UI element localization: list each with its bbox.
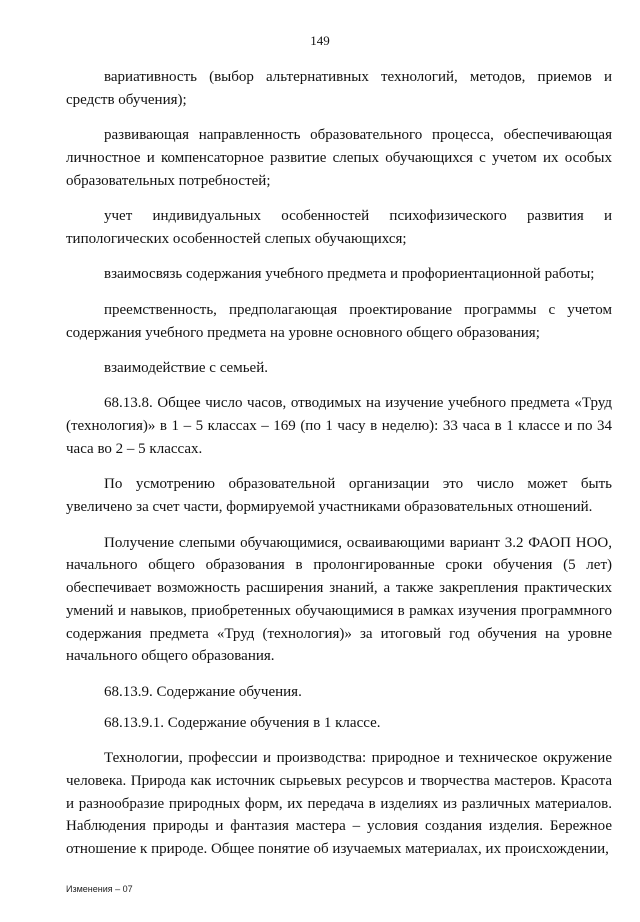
footer-revision-note: Изменения – 07	[66, 884, 133, 894]
section-heading-content: 68.13.9. Содержание обучения.	[104, 683, 302, 700]
paragraph-hours-increase: По усмотрению образовательной организации это число может быть увеличено за счет части, формируемой участниками образовательных отношений.	[66, 476, 612, 516]
paragraph-developing-orientation: развивающая направленность образовательного процесса, обеспечивающая личностное и компенсаторное развитие слепых обучающихся с учетом их особых образовательных потребностей;	[66, 127, 612, 189]
paragraph-continuity: преемственность, предполагающая проектирование программы с учетом содержания учебного предмета на уровне основного общего образования;	[66, 301, 612, 341]
document-body	[66, 66, 612, 874]
section-heading-first-grade: 68.13.9.1. Содержание обучения в 1 классе.	[104, 714, 381, 731]
paragraph-individual-features: учет индивидуальных особенностей психофизического развития и типологических особенностей слепых обучающихся;	[66, 208, 612, 247]
paragraph-prolonged-training: Получение слепыми обучающимися, осваивающими вариант 3.2 ФАОП НОО, начального общего образования в пролонгированные сроки обучения (5 лет) обеспечивает возможность расширения знаний, а также закрепления практических умений и навыков, приобретенных обучающимися в рамках изучения программного содержания предмета «Труд (технология)» за итоговый год обучения на уровне начального общего образования.	[66, 534, 612, 665]
paragraph-career-guidance: взаимосвязь содержания учебного предмета и профориентационной работы;	[104, 266, 595, 283]
paragraph-technologies-professions: Технологии, профессии и производства: природное и техническое окружение человека. Природа как источник сырьевых ресурсов и творчества мастеров. Красота и разнообразие природных форм, их передача в изделиях из различных материалов. Наблюдения природы и фантазия мастера – условия создания изделия. Бережное отношение к природе. Общее понятие об изучаемых материалах, их происхождении,	[66, 750, 612, 858]
paragraph-total-hours: 68.13.8. Общее число часов, отводимых на изучение учебного предмета «Труд (технология)» в 1 – 5 классах – 169 (по 1 часу в неделю): 33 часа в 1 классе и по 34 часа во 2 – 5 классах.	[66, 395, 612, 457]
page-number: 149	[310, 33, 330, 48]
paragraph-variativity: вариативность (выбор альтернативных технологий, методов, приемов и средств обучения);	[66, 69, 612, 108]
paragraph-family-interaction: взаимодействие с семьей.	[104, 359, 268, 376]
